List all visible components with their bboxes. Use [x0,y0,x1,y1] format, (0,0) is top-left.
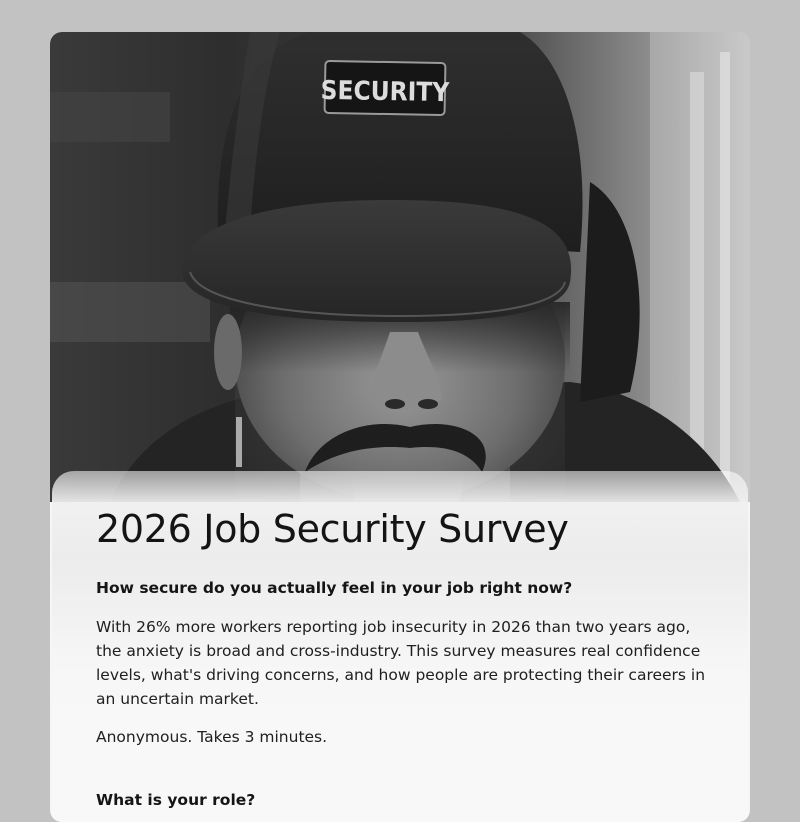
survey-card [50,32,750,822]
survey-intro-panel [52,471,748,822]
survey-intro-content [96,505,706,811]
survey-description: With 26% more workers reporting job insecurity in 2026 than two years ago, the anxiety is broad and cross-industry. This survey measures real confidence levels, what's driving concerns, and how people are protecting their careers in an uncertain market. [96,618,706,708]
cap-patch-text: SECURITY [320,75,450,109]
page-title: 2026 Job Security Survey [96,507,569,551]
security-guard-photo [50,32,750,502]
question-role-label: What is your role? [96,791,256,809]
survey-note: Anonymous. Takes 3 minutes. [96,728,328,746]
survey-question: How secure do you actually feel in your job right now? [96,579,573,597]
hero-image [50,32,750,502]
